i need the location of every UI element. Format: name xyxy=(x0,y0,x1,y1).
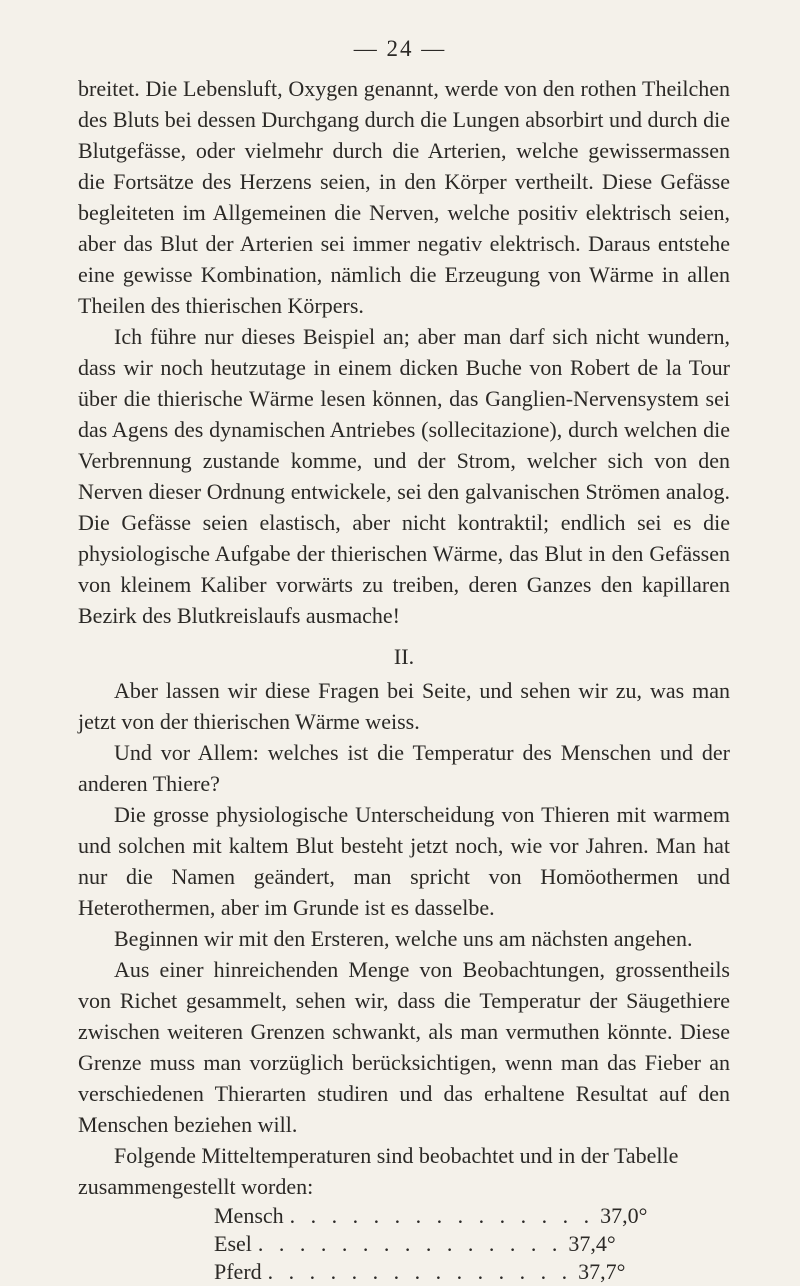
paragraph-1: breitet. Die Lebensluft, Oxygen genannt, werde von den rothen Theilchen des Bluts bei dessen Durchgang durch die Lungen absorbirt und durch die Blutgefässe, oder vielmehr durch die Arterien, welche gewissermassen die Fortsätze des Herzens seien, in den Körper vertheilt. Diese Gefässe begleiteten im Allgemeinen die Nerven, welche positiv elektrisch seien, aber das Blut der Arterien sei immer negativ elektrisch. Daraus entstehe eine gewisse Kombination, nämlich die Erzeugung von Wärme in allen Theilen des thierischen Körpers. xyxy=(78,76,730,318)
page-number: — 24 — xyxy=(353,36,447,61)
animal-name: Esel xyxy=(214,1231,252,1256)
paragraph-6: Beginnen wir mit den Ersteren, welche uns am nächsten angehen. xyxy=(114,926,693,951)
table-row xyxy=(214,1202,648,1230)
animal-name: Pferd xyxy=(214,1259,262,1284)
paragraph-5: Die grosse physiologische Unterscheidung von Thieren mit warmem und solchen mit kaltem Blut besteht jetzt noch, wie vor Jahren. Man hat nur die Namen geändert, man spricht von Homöothermen und Heterothermen, aber im Grunde ist es dasselbe. xyxy=(78,802,730,920)
table-row xyxy=(214,1258,626,1286)
paragraph-4: Und vor Allem: welches ist die Temperatur des Menschen und der anderen Thiere? xyxy=(78,740,730,796)
table-row xyxy=(214,1230,616,1258)
temperature-value: 37,7° xyxy=(578,1259,626,1284)
section-heading: II. xyxy=(393,644,415,669)
table-intro: Folgende Mitteltemperaturen sind beobachtet und in der Tabelle zusammengestellt worden: xyxy=(78,1143,679,1199)
animal-name: Mensch xyxy=(214,1203,284,1228)
temperature-table xyxy=(214,1202,648,1286)
paragraph-7: Aus einer hinreichenden Menge von Beobachtungen, grossentheils von Richet gesammelt, sehen wir, dass die Temperatur der Säugethiere zwischen weiteren Grenzen schwankt, als man vermuthen könnte. Diese Grenze muss man vorzüglich berücksichtigen, wenn man das Fieber an verschiedenen Thierarten studiren und das erhaltene Resultat auf den Menschen beziehen will. xyxy=(78,957,730,1137)
paragraph-3: Aber lassen wir diese Fragen bei Seite, und sehen wir zu, was man jetzt von der thierischen Wärme weiss. xyxy=(78,678,730,734)
leader-dots: . . . . . . . . . . . . . . . xyxy=(257,1231,563,1256)
paragraph-2: Ich führe nur dieses Beispiel an; aber man darf sich nicht wundern, dass wir noch heutzutage in einem dicken Buche von Robert de la Tour über die thierische Wärme lesen können, das Ganglien-Nervensystem sei das Agens des dynamischen Antriebes (sollecitazione), durch welchen die Verbrennung zustande komme, und der Strom, welcher sich von den Nerven dieser Ordnung entwickele, sei den galvanischen Strömen analog. Die Gefässe seien elastisch, aber nicht kontraktil; endlich sei es die physiologische Aufgabe der thierischen Wärme, das Blut in den Gefässen von kleinem Kaliber vorwärts zu treiben, deren Ganzes den kapillaren Bezirk des Blutkreislaufs ausmache! xyxy=(78,324,730,628)
body-text xyxy=(78,73,730,1286)
temperature-value: 37,4° xyxy=(568,1231,616,1256)
leader-dots: . . . . . . . . . . . . . . . xyxy=(289,1203,595,1228)
leader-dots: . . . . . . . . . . . . . . . xyxy=(267,1259,573,1284)
temperature-value: 37,0° xyxy=(600,1203,648,1228)
